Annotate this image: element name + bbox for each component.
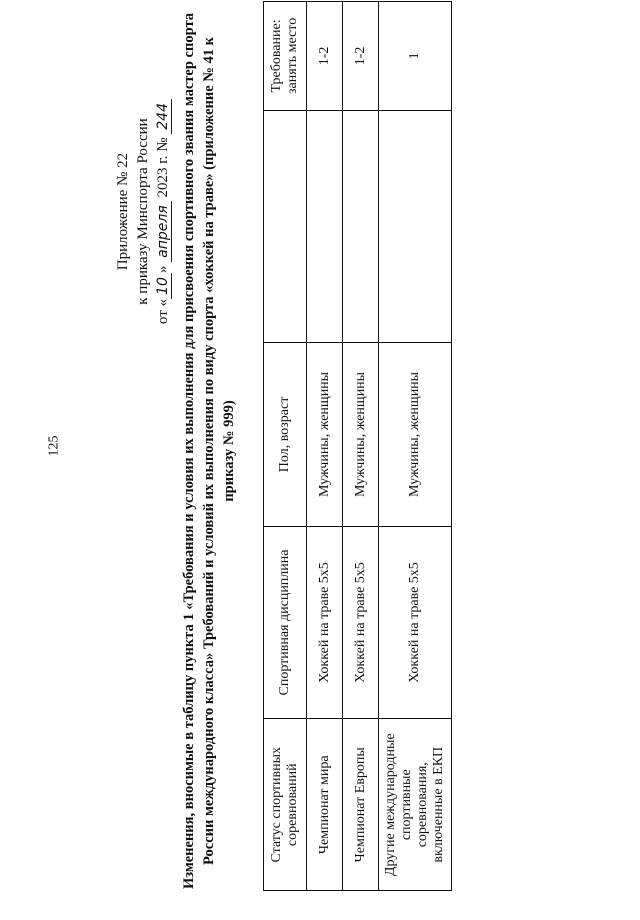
appendix-date-line — [153, 99, 173, 324]
cell-discipline: Хоккей на траве 5х5 — [379, 526, 452, 719]
rotated-page-content — [99, 1, 519, 911]
table-row — [307, 2, 343, 891]
cell-place: 1 — [379, 2, 452, 111]
appendix-header — [113, 99, 173, 324]
date-prefix: от « — [155, 298, 171, 325]
handwritten-month: апреля — [155, 201, 172, 262]
appendix-order: к приказу Минспорта России — [135, 118, 151, 305]
cell-competition-status: Чемпионат Европы — [343, 719, 379, 891]
document-heading: Изменения, вносимые в таблицу пункта 1 «Требования и условия их выполнения для присвоения спортивного звания мастер спорта России международного класса» Требований и условий их выполнения по виду спорта «хоккей на траве» (приложение № 41 к приказу № 999) — [181, 12, 237, 890]
cell-place: 1-2 — [343, 2, 379, 111]
date-mid: » — [155, 265, 171, 274]
table-header-row — [264, 2, 307, 891]
header-discipline: Спортивная дисциплина — [264, 526, 307, 719]
cell-discipline: Хоккей на траве 5х5 — [343, 526, 379, 719]
table-row — [379, 2, 452, 891]
year-text: 2023 г. № — [155, 137, 171, 198]
cell-place: 1-2 — [307, 2, 343, 111]
cell-empty — [343, 110, 379, 342]
page-number: 125 — [46, 435, 62, 457]
cell-sex-age: Мужчины, женщины — [379, 343, 452, 526]
table-row — [343, 2, 379, 891]
cell-empty — [379, 110, 452, 342]
cell-sex-age: Мужчины, женщины — [343, 343, 379, 526]
cell-empty — [307, 110, 343, 342]
cell-discipline: Хоккей на траве 5х5 — [307, 526, 343, 719]
header-empty — [264, 110, 307, 342]
handwritten-day: 10 — [155, 273, 172, 299]
handwritten-order-number: 244 — [155, 99, 172, 134]
header-sex-age: Пол, возраст — [264, 343, 307, 526]
requirements-table — [263, 1, 452, 891]
cell-competition-status: Чемпионат мира — [307, 719, 343, 891]
cell-sex-age: Мужчины, женщины — [307, 343, 343, 526]
cell-competition-status: Другие международные спортивные соревнования, включенные в ЕКП — [379, 719, 452, 891]
header-competition-status: Статус спортивных соревнований — [264, 719, 307, 891]
header-place-requirement: Требование: занять место — [264, 2, 307, 111]
appendix-title: Приложение № 22 — [115, 152, 131, 271]
